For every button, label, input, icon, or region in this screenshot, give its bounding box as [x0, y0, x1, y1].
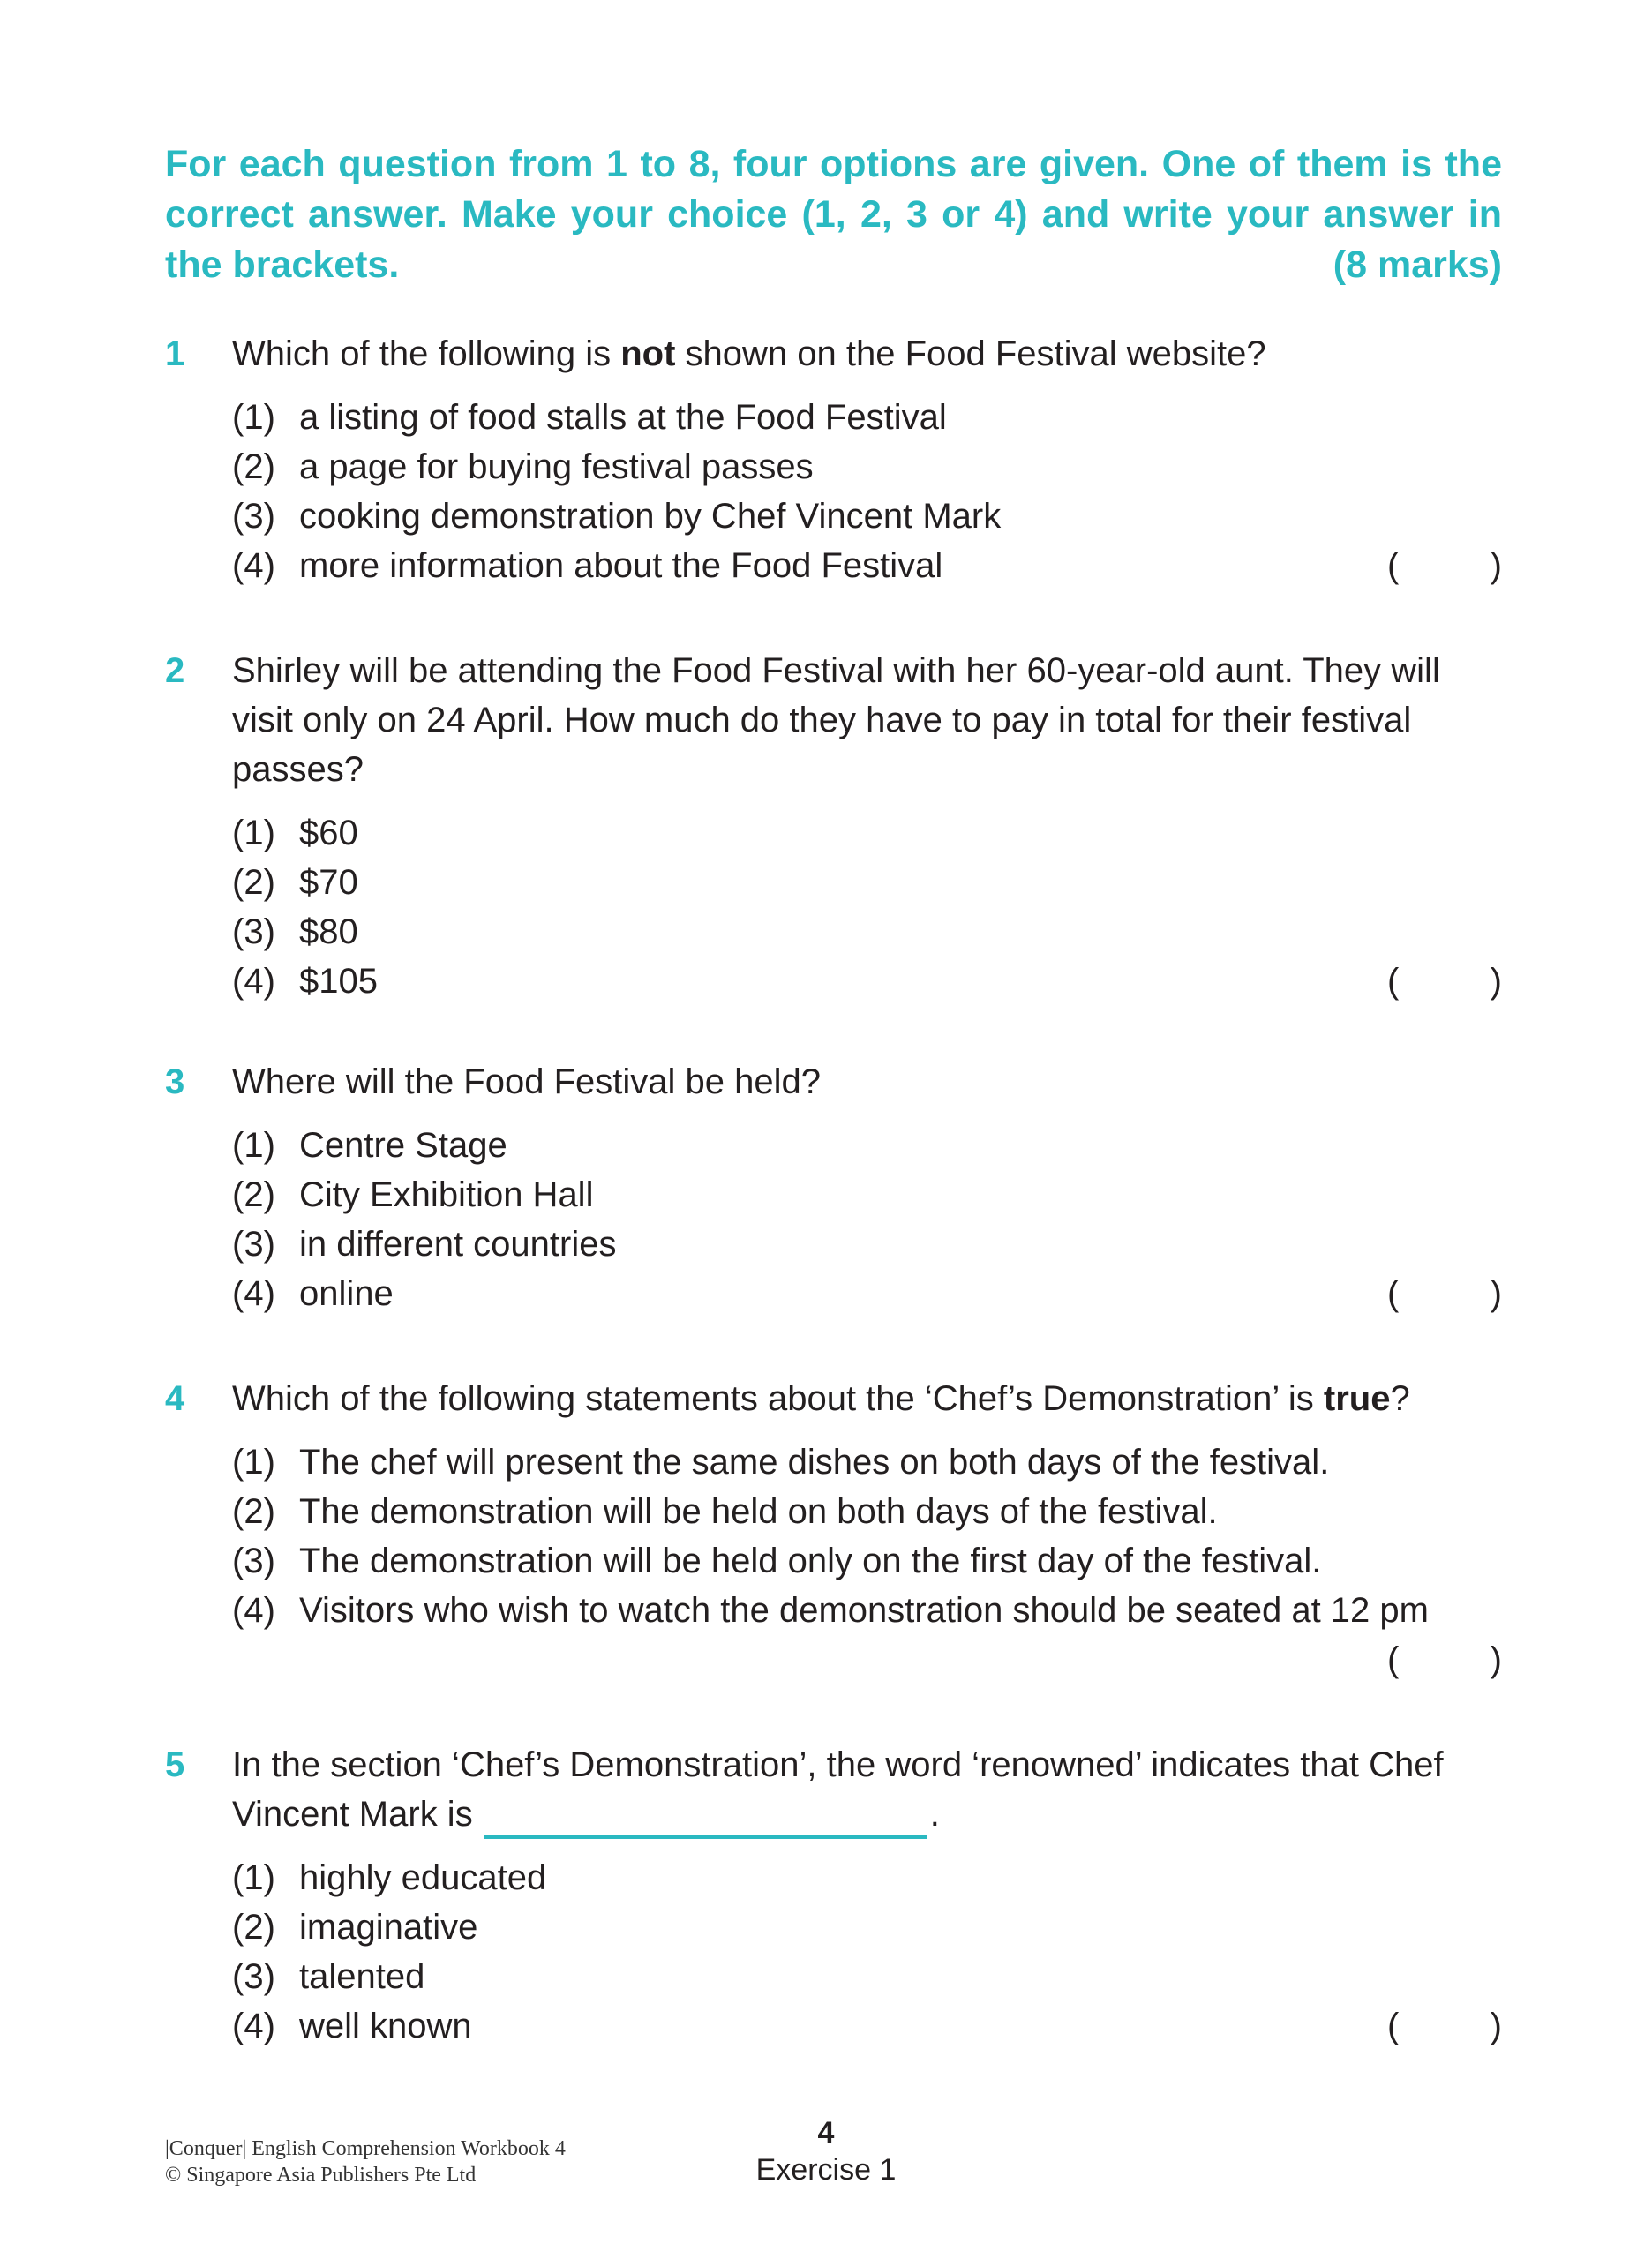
- option-4: (4) Visitors who wish to watch the demonstration should be seated at 12 pm: [232, 1591, 1429, 1630]
- page-number: 4: [817, 2116, 835, 2150]
- option-2: (2) imaginative: [232, 1908, 478, 1947]
- option-3: (3) talented: [232, 1957, 425, 1996]
- option-3: (3) The demonstration will be held only on the first day of the festival.: [232, 1542, 1322, 1580]
- option-4: (4) online ( ): [232, 1269, 1502, 1318]
- option-2: (2) City Exhibition Hall: [232, 1175, 594, 1214]
- question-2: [165, 646, 1502, 1006]
- option-4: (4) $105 ( ): [232, 957, 1502, 1006]
- option-1: (1) highly educated: [232, 1858, 547, 1897]
- question-4: [165, 1374, 1502, 1685]
- option-2: (2) $70: [232, 863, 358, 902]
- book-title: |Conquer| English Comprehension Workbook 4: [165, 2137, 566, 2160]
- question-number: 2: [165, 651, 185, 690]
- instructions-text: For each question from 1 to 8, four options are given. One of them is the correct answer. Make your choice (1, 2, 3 or 4) and write your answer in the brackets.: [165, 143, 1502, 286]
- question-text: Which of the following is not shown on the Food Festival website?: [232, 334, 1266, 373]
- option-1: (1) The chef will present the same dishes on both days of the festival.: [232, 1443, 1330, 1482]
- option-3: (3) $80: [232, 912, 358, 951]
- question-1: [165, 329, 1502, 590]
- option-3: (3) in different countries: [232, 1225, 617, 1264]
- options-list: [232, 1853, 1502, 2051]
- option-4: (4) well known ( ): [232, 2001, 1502, 2051]
- footer-credits: [165, 2135, 566, 2188]
- answer-bracket[interactable]: ( ): [1387, 546, 1502, 585]
- copyright: © Singapore Asia Publishers Pte Ltd: [165, 2164, 477, 2187]
- marks-label: (8 marks): [1333, 244, 1502, 286]
- instructions: [165, 139, 1502, 290]
- answer-bracket[interactable]: ( ): [1387, 962, 1502, 1001]
- answer-bracket[interactable]: ( ): [1387, 2007, 1502, 2045]
- footer-page-info: [738, 2114, 914, 2188]
- question-text: In the section ‘Chef’s Demonstration’, the word ‘renowned’ indicates that Chef Vincent Mark is .: [232, 1740, 1502, 1839]
- option-1: (1) $60: [232, 814, 358, 852]
- question-text: Which of the following statements about the ‘Chef’s Demonstration’ is true?: [232, 1379, 1410, 1418]
- options-list: [232, 1437, 1502, 1685]
- question-5: [165, 1740, 1502, 2051]
- option-4: (4) more information about the Food Festival ( ): [232, 541, 1502, 590]
- question-text: Where will the Food Festival be held?: [232, 1062, 821, 1101]
- question-number: 4: [165, 1379, 185, 1418]
- question-number: 1: [165, 334, 185, 373]
- options-list: [232, 393, 1502, 590]
- answer-bracket[interactable]: ( ): [1387, 1640, 1502, 1679]
- option-1: (1) a listing of food stalls at the Food Festival: [232, 398, 947, 437]
- question-number: 3: [165, 1062, 185, 1101]
- question-number: 5: [165, 1745, 185, 1784]
- answer-row: [232, 1635, 1502, 1685]
- exercise-label: Exercise 1: [755, 2153, 897, 2187]
- option-3: (3) cooking demonstration by Chef Vincent Mark: [232, 497, 1002, 536]
- answer-bracket[interactable]: ( ): [1387, 1274, 1502, 1313]
- option-1: (1) Centre Stage: [232, 1126, 507, 1165]
- options-list: [232, 808, 1502, 1006]
- option-2: (2) a page for buying festival passes: [232, 447, 814, 486]
- options-list: [232, 1121, 1502, 1318]
- emphasis: not: [620, 334, 676, 373]
- question-3: [165, 1057, 1502, 1318]
- question-text: Shirley will be attending the Food Festival with her 60-year-old aunt. They will visit only on 24 April. How much do they have to pay in total for their festival passes?: [232, 651, 1440, 789]
- answer-blank[interactable]: [484, 1800, 927, 1839]
- emphasis: true: [1323, 1379, 1391, 1418]
- option-2: (2) The demonstration will be held on both days of the festival.: [232, 1492, 1218, 1531]
